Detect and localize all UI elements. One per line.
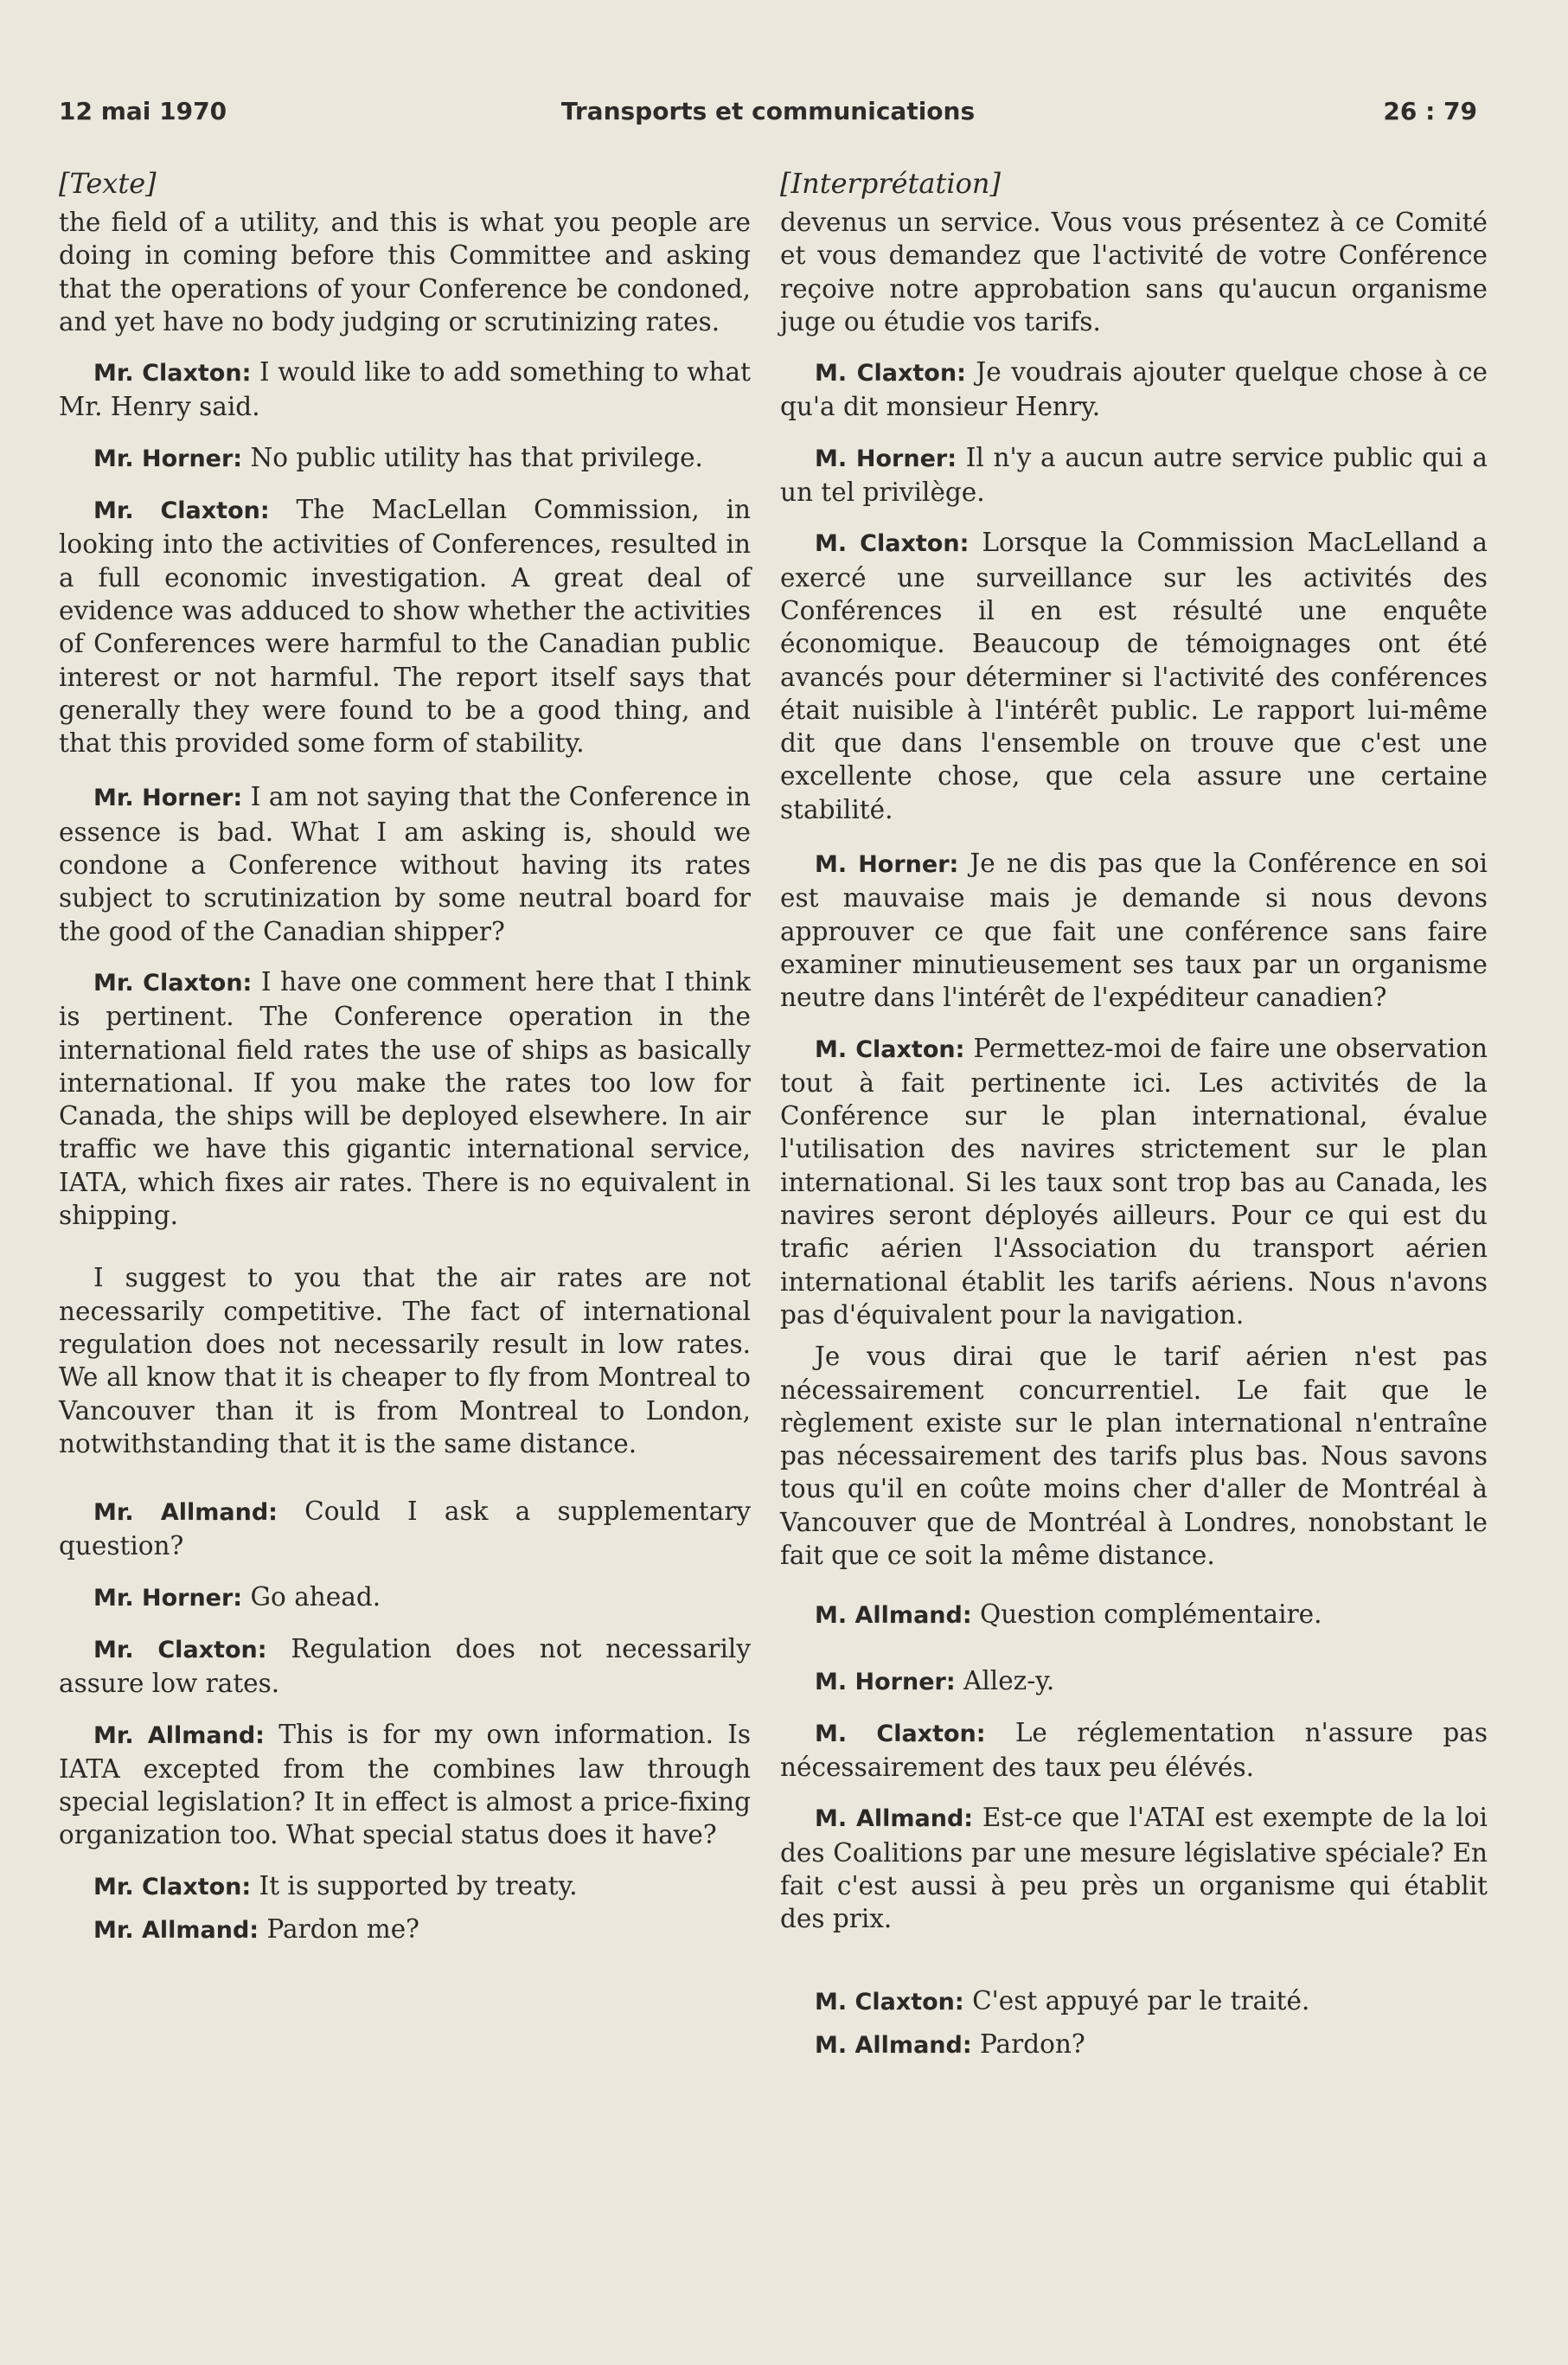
- speaker-name: Mr. Allmand:: [93, 1499, 278, 1527]
- speaker-name: Mr. Claxton:: [93, 1873, 252, 1900]
- speaker-name: Mr. Claxton:: [93, 360, 252, 388]
- speech-text: I have one comment here that I think is pertinent. The Conference operation in the international field rates the use of ships as basically international. If you make the rates too low for Canada, the ships will be deployed elsewhere. In air traffic we have this gigantic international service, IATA, which fixes air rates. There is no equivalent in shipping.: [59, 966, 751, 1231]
- speech-text: Je ne dis pas que la Conférence en soi est mauvaise mais je demande si nous devons approuver ce que fait une conférence sans faire examiner minutieusement ses taux par un organisme neutre dans l'intérêt de l'expéditeur canadien?: [780, 849, 1488, 1013]
- page-header: [59, 97, 1477, 140]
- paragraph: [780, 356, 1488, 424]
- french-column: [780, 166, 1488, 2062]
- speaker-name: M. Claxton:: [815, 360, 966, 388]
- paragraph: [59, 1580, 751, 1615]
- speech-text: C'est appuyé par le traité.: [963, 1985, 1310, 2016]
- paragraph: [59, 493, 751, 759]
- speaker-name: Mr. Horner:: [93, 1584, 243, 1612]
- speaker-name: M. Allmand:: [815, 2031, 972, 2059]
- speaker-name: Mr. Claxton:: [93, 1636, 267, 1663]
- speech-text: It is supported by treaty.: [251, 1870, 578, 1900]
- speaker-name: M. Claxton:: [815, 1988, 964, 2016]
- paragraph: [59, 780, 751, 947]
- speaker-name: Mr. Claxton:: [93, 969, 253, 997]
- speech-text: Question complémentaire.: [971, 1599, 1322, 1630]
- speech-text: Le réglementation n'assure pas nécessairement des taux peu élévés.: [780, 1717, 1488, 1783]
- speaker-name: Mr. Allmand:: [93, 1721, 265, 1749]
- speech-text: Regulation does not necessarily assure low rates.: [59, 1633, 752, 1699]
- paragraph: I suggest to you that the air rates are not necessarily competitive. The fact of international regulation does not necessarily result in low rates. We all know that it is cheaper to fly from Montreal to Vancouver than it is from Montreal to London, notwithstanding that it is the same distance.: [59, 1263, 751, 1458]
- paragraph: devenus un service. Vous vous présentez à ce Comité et vous demandez que l'activité de votre Conférence reçoive notre approbation sans qu'aucun organisme juge ou étudie vos tarifs.: [780, 208, 1488, 336]
- speech-text: Pardon?: [971, 2029, 1085, 2059]
- header-title: Transports et communications: [560, 97, 976, 125]
- speech-text: Pardon me?: [259, 1914, 419, 1945]
- speech-text: Could I ask a supplementary question?: [59, 1497, 751, 1561]
- column-title: [Interprétation]: [780, 167, 1001, 200]
- paragraph: [780, 1032, 1488, 1332]
- paragraph: [780, 441, 1488, 510]
- speaker-name: Mr. Claxton:: [93, 497, 270, 525]
- speech-text: The MacLellan Commission, in looking into the activities of Conferences, resulted in a full economic investigation. A great deal of evidence was adduced to show whether the activities of Conferences were harmful to the Canadian public interest or not harmful. The report itself says that generally they were found to be a good thing, and that this provided some form of stability.: [59, 495, 752, 759]
- speech-text: I would like to add something to what Mr. Henry said.: [59, 357, 751, 422]
- paragraph: [59, 1913, 751, 1947]
- english-column: [59, 166, 751, 1947]
- paragraph: Je vous dirai que le tarif aérien n'est pas nécessairement concurrentiel. Le fait que le règlement existe sur le plan international n'entraîne pas nécessairement des tarifs plus bas. Nous savons tous qu'il en coûte moins cher d'aller de Montréal à Vancouver que de Montréal à Londres, nonobstant le fait que ce soit la même distance.: [780, 1342, 1488, 1570]
- speech-text: Je voudrais ajouter quelque chose à ce qu'a dit monsieur Henry.: [780, 357, 1488, 422]
- speech-text: Est-ce que l'ATAI est exempte de la loi des Coalitions par une mesure législative spéciale? En fait c'est aussi à peu près un organisme qui établit des prix.: [780, 1803, 1488, 1934]
- paragraph: [59, 1632, 751, 1701]
- speech-text: Allez-y.: [955, 1665, 1055, 1695]
- paragraph: [59, 356, 751, 424]
- speech-text: Permettez-moi de faire une observation tout à fait pertinente ici. Les activités de la Conférence sur le plan international, évalue l'utilisation des navires strictement sur le plan international. Si les taux sont trop bas au Canada, les navires seront déployés ailleurs. Pour ce qui est du trafic aérien l'Association du transport aérien international établit les tarifs aériens. Nous n'avons pas d'équivalent pour la navigation.: [780, 1033, 1488, 1330]
- paragraph: [59, 441, 751, 476]
- header-page-number: 26 : 79: [1383, 97, 1477, 125]
- speech-text: Go ahead.: [242, 1581, 381, 1612]
- paragraph: [780, 526, 1488, 826]
- paragraph: [59, 1869, 751, 1904]
- paragraph: the field of a utility, and this is what you people are doing in coming before this Committee and asking that the operations of your Conference be condoned, and yet have no body judging or scrutinizing rates.: [59, 208, 751, 336]
- paragraph: [780, 1801, 1488, 1935]
- paragraph: [780, 1716, 1488, 1785]
- paragraph: [780, 1664, 1488, 1699]
- speaker-name: M. Allmand:: [815, 1805, 974, 1833]
- paragraph: [780, 1984, 1488, 2019]
- speech-text: This is for my own information. Is IATA excepted from the combines law through special legislation? It in effect is almost a price-fixing organization too. What special status does it have?: [59, 1719, 751, 1850]
- speaker-name: M. Allmand:: [815, 1602, 972, 1630]
- speaker-name: M. Claxton:: [815, 530, 970, 558]
- speaker-name: M. Claxton:: [815, 1035, 965, 1063]
- column-title: [Texte]: [59, 167, 157, 200]
- paragraph: [780, 847, 1488, 1014]
- speaker-name: M. Horner:: [815, 445, 957, 472]
- paragraph: [59, 1718, 751, 1852]
- paragraph: [780, 1598, 1488, 1632]
- speaker-name: M. Horner:: [815, 1668, 956, 1695]
- speech-text: Il n'y a aucun autre service public qui a un tel privilège.: [780, 442, 1488, 508]
- speaker-name: Mr. Horner:: [93, 445, 243, 472]
- speech-text: Lorsque la Commission MacLelland a exercé une surveillance sur les activités des Conférences il en est résulté une enquête économique. Beaucoup de témoignages ont été avancés pour déterminer si l'activité des conférences était nuisible à l'intérêt public. Le rapport lui-même dit que dans l'ensemble on trouve que c'est une excellente chose, que cela assure une certaine stabilité.: [780, 528, 1488, 824]
- speaker-name: Mr. Allmand:: [93, 1917, 259, 1945]
- speaker-name: M. Horner:: [815, 851, 959, 879]
- paragraph: [780, 2028, 1488, 2062]
- paragraph: [59, 1495, 751, 1563]
- header-date: 12 mai 1970: [59, 97, 227, 125]
- speech-text: I am not saying that the Conference in essence is bad. What I am asking is, should we condone a Conference without having its rates subject to scrutinization by some neutral board for the good of the Canadian shipper?: [59, 782, 751, 946]
- speaker-name: M. Claxton:: [815, 1720, 986, 1747]
- paragraph: [59, 965, 751, 1232]
- speech-text: No public utility has that privilege.: [242, 442, 703, 472]
- speaker-name: Mr. Horner:: [93, 785, 243, 812]
